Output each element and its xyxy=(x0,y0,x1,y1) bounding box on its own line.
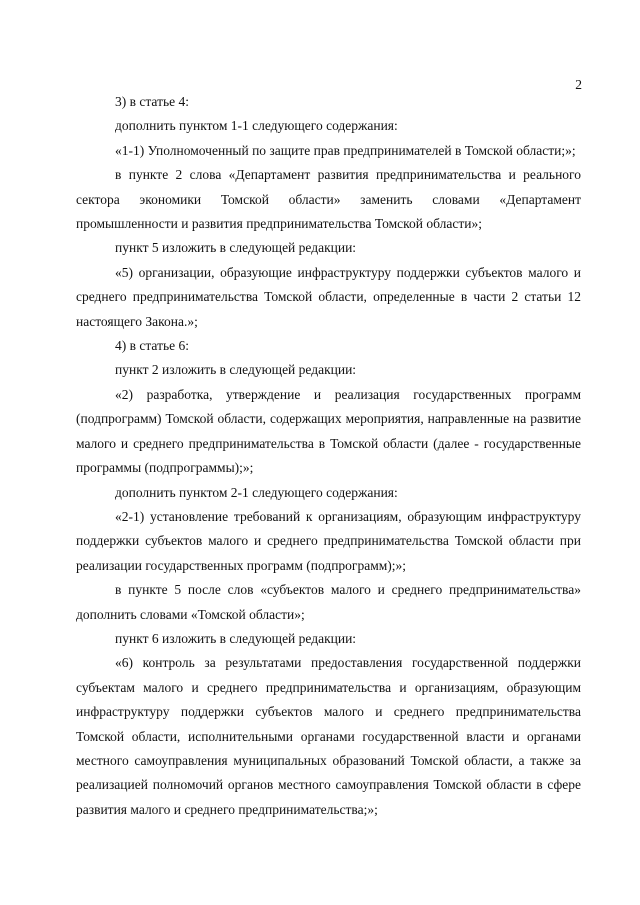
paragraph: «6) контроль за результатами предоставления государственной поддержки субъектам малого и среднего предпринимательства и организациям, образующим инфраструктуру поддержки субъектов малого и среднего предпринимательства Томской области, исполнительными органами государственной власти и органами местного самоуправления муниципальных образований Томской области, а также за реализацией полномочий органов местного самоуправления Томской области в сфере развития малого и среднего предпринимательства;»; xyxy=(76,655,581,817)
paragraph: 4) в статье 6: xyxy=(115,338,189,354)
paragraph: пункт 2 изложить в следующей редакции: xyxy=(115,362,357,378)
paragraph: пункт 6 изложить в следующей редакции: xyxy=(115,630,357,646)
paragraph: в пункте 2 слова «Департамент развития предпринимательства и реального сектора экономики Томской области» заменить словами «Департамент промышленности и развития предпринимательства Томской области»; xyxy=(76,167,581,232)
paragraph: в пункте 5 после слов «субъектов малого и среднего предпринимательства» дополнить словами «Томской области»; xyxy=(76,582,581,622)
document-body xyxy=(76,90,581,822)
paragraph: дополнить пунктом 1-1 следующего содержания: xyxy=(115,118,398,134)
paragraph: «2) разработка, утверждение и реализация государственных программ (подпрограмм) Томской области, содержащих мероприятия, направленные на развитие малого и среднего предпринимательства в Томской области (далее - государственные программы (подпрограммы);»; xyxy=(76,386,581,476)
paragraph: дополнить пунктом 2-1 следующего содержания: xyxy=(115,484,398,500)
paragraph: «1-1) Уполномоченный по защите прав предпринимателей в Томской области;»; xyxy=(115,142,576,158)
paragraph: «2-1) установление требований к организациям, образующим инфраструктуру поддержки субъектов малого и среднего предпринимательства Томской области при реализации государственных программ (подпрограмм);»; xyxy=(76,508,581,573)
paragraph: «5) организации, образующие инфраструктуру поддержки субъектов малого и среднего предпринимательства Томской области, определенные в части 2 статьи 12 настоящего Закона.»; xyxy=(76,264,581,329)
paragraph: 3) в статье 4: xyxy=(115,94,189,109)
paragraph: пункт 5 изложить в следующей редакции: xyxy=(115,240,357,256)
page-number: 2 xyxy=(575,77,582,92)
